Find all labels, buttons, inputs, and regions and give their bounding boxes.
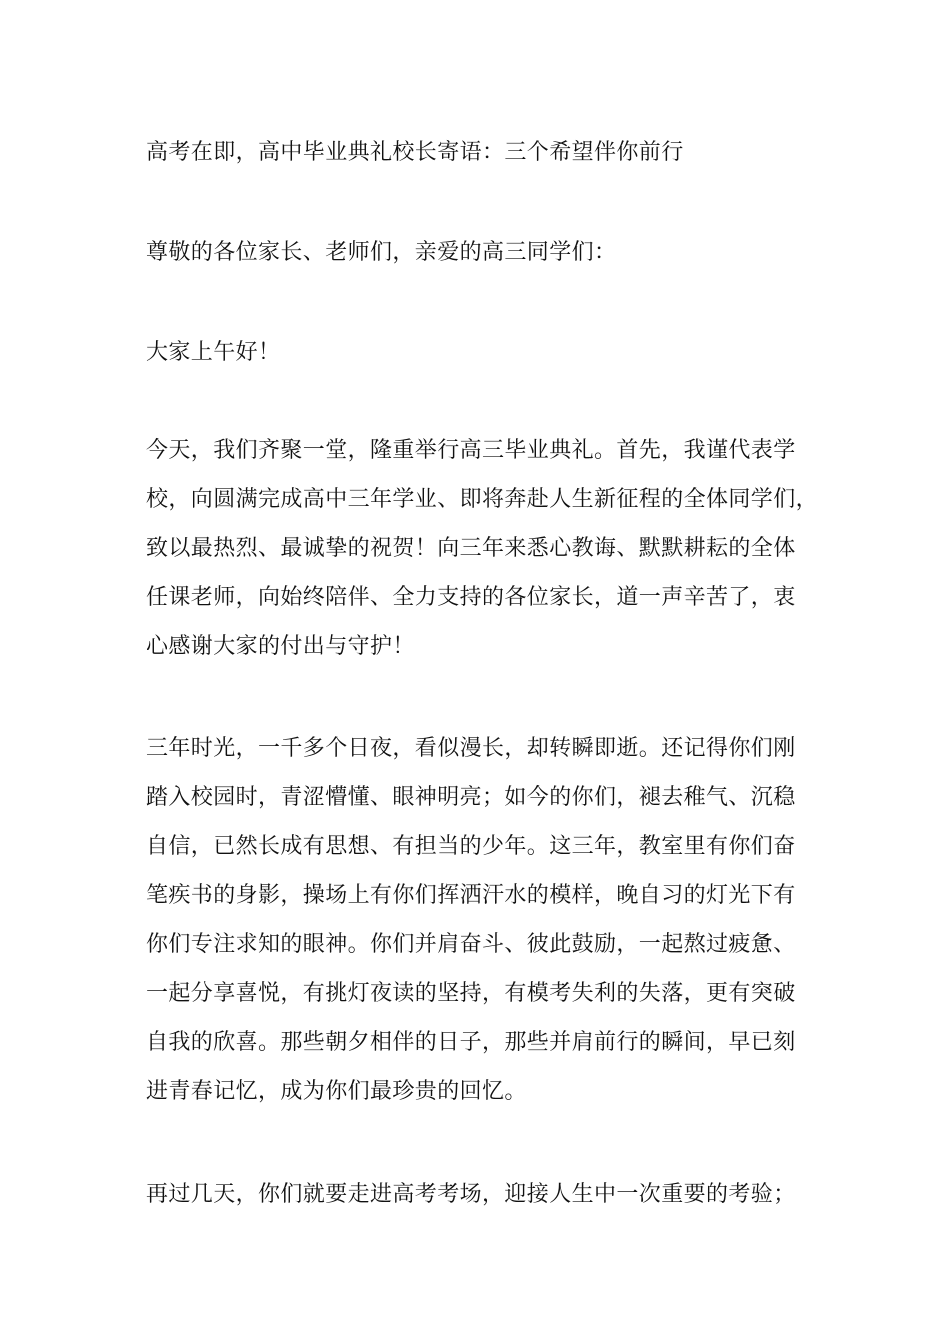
greeting-line: 大家上午好！ bbox=[146, 340, 281, 365]
salutation bbox=[146, 228, 836, 277]
title-line: 高考在即，高中毕业典礼校长寄语：三个希望伴你前行 bbox=[146, 140, 684, 165]
paragraph-line: 自信，已然长成有思想、有担当的少年。这三年，教室里有你们奋 bbox=[146, 834, 796, 859]
document-title bbox=[146, 128, 836, 177]
paragraph-line: 自我的欣喜。那些朝夕相伴的日子，那些并肩前行的瞬间，早已刻 bbox=[146, 1030, 796, 1055]
paragraph-line: 今天，我们齐聚一堂，隆重举行高三毕业典礼。首先，我谨代表学 bbox=[146, 438, 796, 463]
paragraph-line: 心感谢大家的付出与守护！ bbox=[146, 634, 415, 659]
paragraph-opening bbox=[146, 426, 836, 671]
paragraph-three-years bbox=[146, 724, 836, 1116]
paragraph-line: 进青春记忆，成为你们最珍贵的回忆。 bbox=[146, 1079, 527, 1104]
paragraph-line: 三年时光，一千多个日夜，看似漫长，却转瞬即逝。还记得你们刚 bbox=[146, 736, 796, 761]
paragraph-line: 踏入校园时，青涩懵懂、眼神明亮；如今的你们，褪去稚气、沉稳 bbox=[146, 785, 796, 810]
paragraph-exam bbox=[146, 1170, 836, 1219]
paragraph-line: 校，向圆满完成高中三年学业、即将奔赴人生新征程的全体同学们， bbox=[146, 487, 819, 512]
paragraph-line: 再过几天，你们就要走进高考考场，迎接人生中一次重要的考验； bbox=[146, 1182, 796, 1207]
paragraph-line: 致以最热烈、最诚挚的祝贺！向三年来悉心教诲、默默耕耘的全体 bbox=[146, 536, 796, 561]
paragraph-line: 任课老师，向始终陪伴、全力支持的各位家长，道一声辛苦了，衷 bbox=[146, 585, 796, 610]
paragraph-line: 笔疾书的身影，操场上有你们挥洒汗水的模样，晚自习的灯光下有 bbox=[146, 883, 796, 908]
paragraph-line: 你们专注求知的眼神。你们并肩奋斗、彼此鼓励，一起熬过疲惫、 bbox=[146, 932, 796, 957]
greeting bbox=[146, 328, 836, 377]
paragraph-line: 一起分享喜悦，有挑灯夜读的坚持，有模考失利的失落，更有突破 bbox=[146, 981, 796, 1006]
salutation-line: 尊敬的各位家长、老师们，亲爱的高三同学们： bbox=[146, 240, 617, 265]
